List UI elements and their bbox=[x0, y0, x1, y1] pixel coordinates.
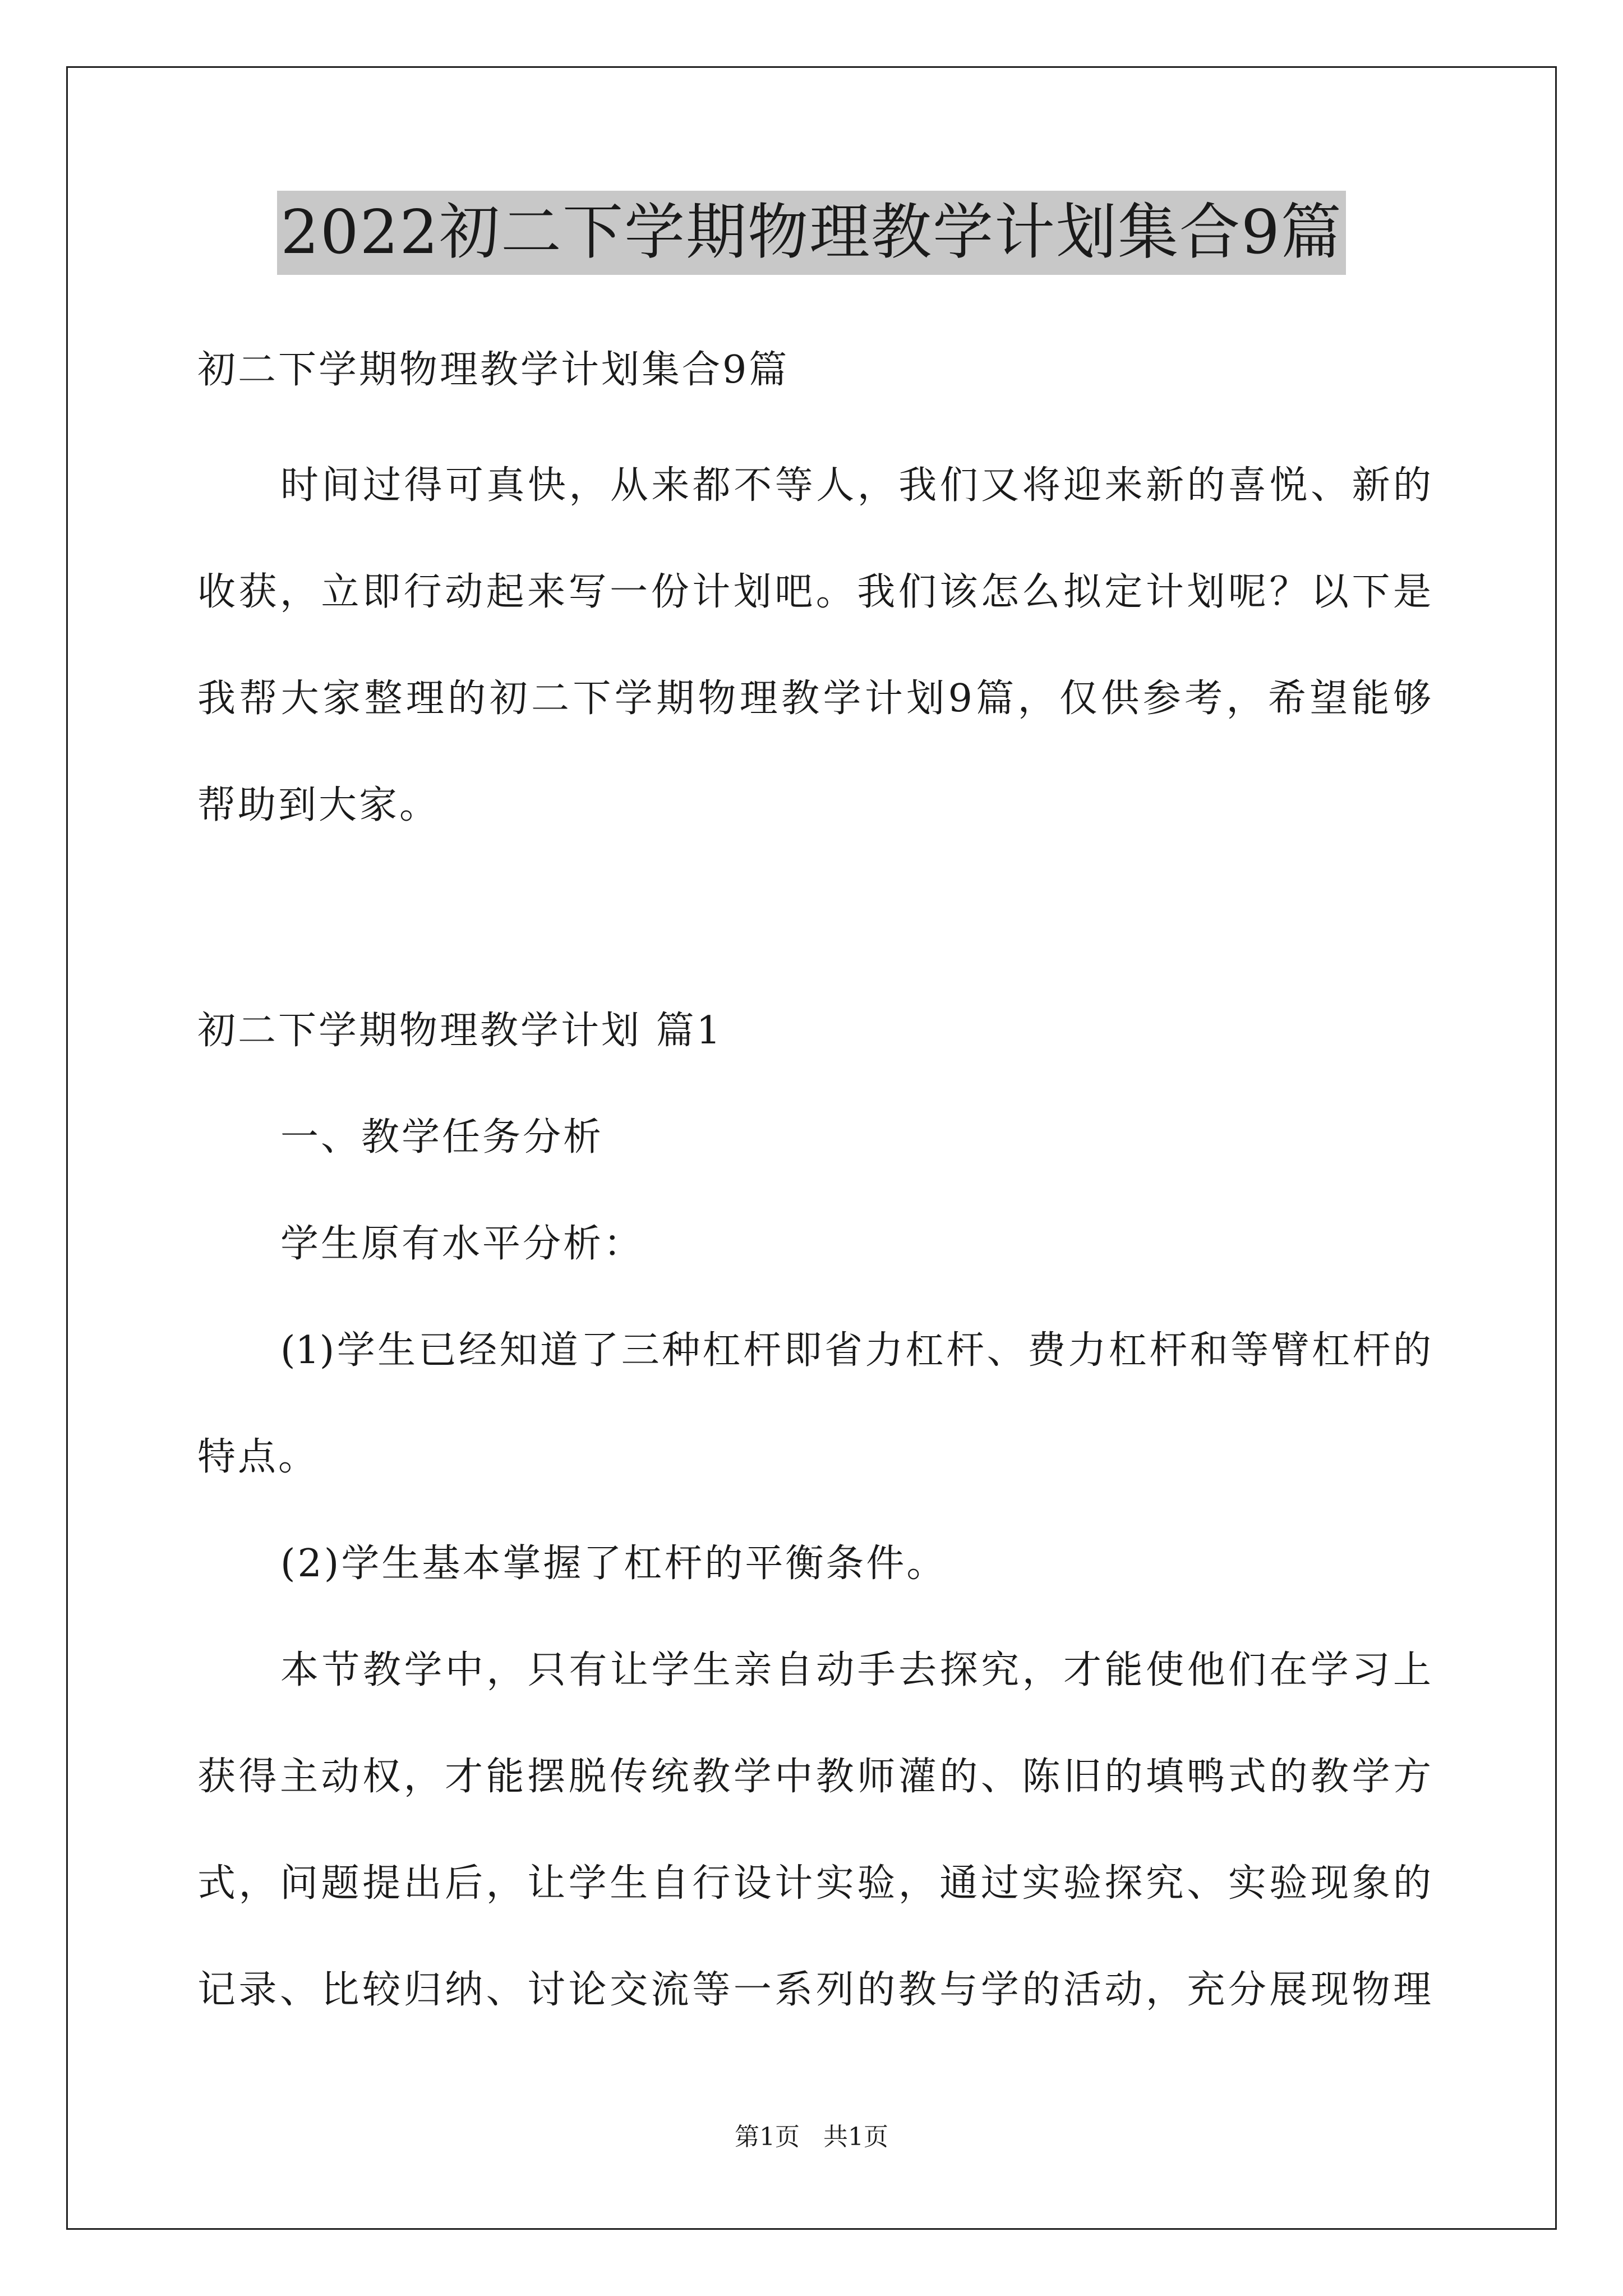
paragraph-line: 学生原有水平分析： bbox=[280, 1222, 644, 1266]
paragraph-line: 获得主动权，才能摆脱传统教学中教师灌的、陈旧的填鸭式的教学方 bbox=[197, 1755, 1431, 1799]
document-title: 2022初二下学期物理教学计划集合9篇 bbox=[277, 191, 1346, 275]
page-footer: 第1页 共1页 bbox=[735, 2123, 888, 2151]
paragraph-line: 式，问题提出后，让学生自行设计实验，通过实验探究、实验现象的 bbox=[197, 1861, 1431, 1906]
subheading: 一、教学任务分析 bbox=[280, 1115, 604, 1159]
paragraph-line: 记录、比较归纳、讨论交流等一系列的教与学的活动，充分展现物理 bbox=[197, 1968, 1431, 2012]
paragraph-line: 特点。 bbox=[197, 1435, 319, 1479]
paragraph-line: (2)学生基本掌握了杠杆的平衡条件。 bbox=[280, 1542, 947, 1586]
paragraph-line: (1)学生已经知道了三种杠杆即省力杠杆、费力杠杆和等臂杠杆的 bbox=[280, 1328, 1431, 1373]
paragraph-line: 帮助到大家。 bbox=[197, 783, 440, 827]
paragraph-line: 收获，立即行动起来写一份计划吧。我们该怎么拟定计划呢？以下是 bbox=[197, 570, 1431, 614]
section-heading: 初二下学期物理教学计划 篇1 bbox=[197, 1009, 723, 1053]
paragraph-line: 时间过得可真快，从来都不等人，我们又将迎来新的喜悦、新的 bbox=[280, 463, 1431, 508]
title-container bbox=[0, 191, 1623, 275]
paragraph-line: 本节教学中，只有让学生亲自动手去探究，才能使他们在学习上 bbox=[280, 1648, 1431, 1692]
paragraph-line: 我帮大家整理的初二下学期物理教学计划9篇，仅供参考，希望能够 bbox=[197, 677, 1431, 721]
subtitle-line: 初二下学期物理教学计划集合9篇 bbox=[197, 348, 790, 392]
